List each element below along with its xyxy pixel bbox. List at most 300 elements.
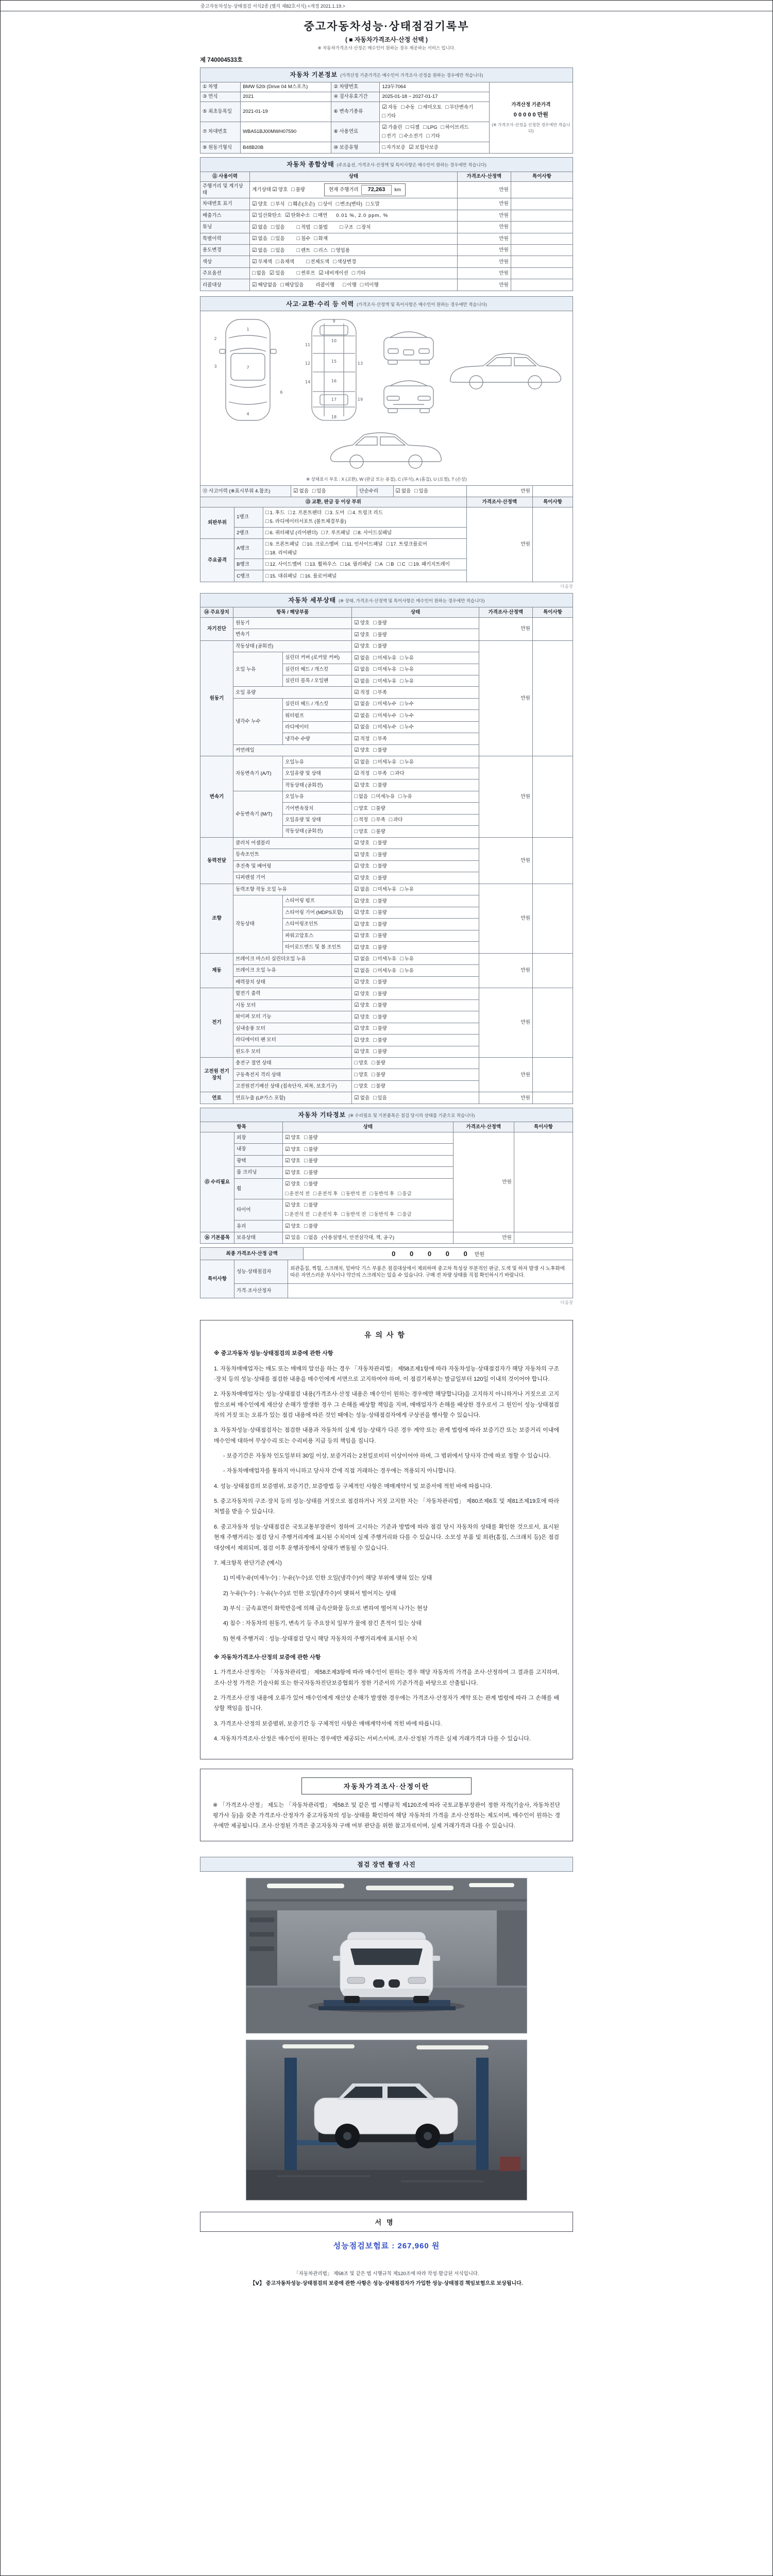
checkbox-checked[interactable]: ☑ 없음	[354, 967, 370, 974]
price-cell: 만원	[457, 279, 511, 291]
checkbox-unchecked[interactable]: □ 불량	[373, 897, 387, 904]
checkbox-checked[interactable]: ☑ 해당없음	[252, 281, 277, 288]
checkbox-unchecked[interactable]: □ 무단변속기	[445, 104, 474, 111]
notice-paragraph: 2. 자동차매매업자는 성능·상태점검 내용(가격조사·산정 내용은 매수인이 원하는 경우에만 해당합니다)을 고지하지 아니하거나 거짓으로 고지함으로써 매수인에게 재산상 손해가 발생한 경우 그 손해를 배상할 책임을 지며, 매매업자가 손해를 배상한 경우로서 그 원인이 성능·상태점검자의 거짓 또는 오류가 있는 점검 내용에 따른 것인 때에는 성능·상태점검자에게 구상권을 행사할 수 있습니다.	[214, 1391, 559, 1419]
rank-label: A랭크	[234, 538, 263, 558]
premium-value: 267,960 원	[397, 2241, 440, 2250]
checkbox-unchecked[interactable]: □ 장치	[357, 224, 371, 230]
checkbox-checked[interactable]: ☑ 양호	[354, 1013, 370, 1020]
checkbox-checked[interactable]: ☑ 탄화수소	[285, 212, 310, 219]
checkbox-unchecked[interactable]: □ 불량	[373, 851, 387, 858]
checkbox-checked[interactable]: ☑ 없음	[354, 724, 370, 731]
checkbox-checked[interactable]: ☑ 양호	[285, 1223, 300, 1229]
checkbox-unchecked[interactable]: □ 없음	[354, 793, 368, 800]
document-number: 제 740004533호	[200, 57, 243, 63]
checkbox-checked[interactable]: ☑ 없음	[354, 1094, 370, 1101]
tire-position-checkboxes	[285, 1210, 415, 1218]
checkbox-unchecked[interactable]: □ 없음	[252, 270, 266, 277]
checkbox-checked[interactable]: ☑ 없음	[354, 956, 370, 962]
checkbox-unchecked[interactable]: □ 불량	[373, 909, 387, 916]
checkbox-checked[interactable]: ☑ 양호	[354, 747, 370, 754]
checkbox-unchecked[interactable]: □ 양호	[354, 805, 368, 811]
checkbox-checked[interactable]: ☑ 양호	[354, 933, 370, 939]
checkbox-checked[interactable]: ☑ 양호	[354, 863, 370, 870]
state-cell	[352, 849, 479, 860]
checkbox-unchecked[interactable]: □ 누유	[400, 886, 414, 893]
checkbox-checked[interactable]: ☑ 없음	[252, 247, 267, 253]
checkbox-unchecked[interactable]: □ 과다	[390, 770, 405, 777]
checkbox-unchecked[interactable]: □ 운전석 전	[285, 1190, 310, 1197]
checkbox-unchecked[interactable]: □ 있음	[312, 488, 326, 495]
checkbox-unchecked[interactable]: □ 동반석 후	[369, 1190, 395, 1197]
table-row	[200, 1132, 573, 1143]
checkbox-unchecked[interactable]: □ 미세누유	[373, 886, 397, 893]
checkbox-checked[interactable]: ☑ 없음	[395, 488, 411, 495]
checkbox-checked[interactable]: ☑ 양호	[354, 851, 370, 858]
checkbox-unchecked[interactable]: □ 18. 리어패널	[265, 549, 297, 556]
checkbox-unchecked[interactable]: □ B	[386, 561, 394, 568]
checkbox-unchecked[interactable]: □ 수소전기	[399, 132, 423, 139]
checkbox-unchecked[interactable]: □ C	[397, 561, 406, 568]
checkbox-checked[interactable]: ☑ 양호	[354, 909, 370, 916]
checkbox-unchecked[interactable]: □ 7. 루프패널	[321, 530, 350, 536]
checkbox-unchecked[interactable]: □ 불량	[373, 782, 387, 788]
checkbox-unchecked[interactable]: □ 부족	[373, 735, 387, 742]
checkbox-unchecked[interactable]: □ 운전석 후	[313, 1190, 338, 1197]
checkbox-unchecked[interactable]: □ 불량	[373, 1002, 387, 1009]
checkbox-unchecked[interactable]: □ 기타	[426, 132, 440, 139]
checkbox-unchecked[interactable]: □ 미세누유	[372, 793, 395, 800]
continue-marker: 다음장	[560, 583, 573, 589]
emission-values: 0.01 %, 2.0 ppm, %	[336, 213, 389, 219]
checkbox-unchecked[interactable]: □ 11. 인사이드패널	[342, 541, 383, 548]
checkbox-unchecked[interactable]: □ 썬루프	[296, 270, 315, 277]
notice-paragraph: 4. 성능·상태점검의 보증범위, 보증기간, 보증방법 등 구체적인 사항은 매매계약서 및 보증서에 적힌 바에 따릅니다.	[214, 1483, 492, 1489]
checkbox-checked[interactable]: ☑ 적정	[354, 735, 370, 742]
fuel-checkboxes	[380, 122, 489, 142]
checkbox-unchecked[interactable]: □ 응급	[398, 1211, 412, 1218]
checkbox-checked[interactable]: ☑ 양호	[285, 1181, 300, 1188]
svg-text:6: 6	[280, 389, 283, 395]
checkbox-checked[interactable]: ☑ 없음	[252, 235, 267, 242]
rank2-panel-checkboxes	[263, 527, 467, 538]
checkbox-unchecked[interactable]: □ 누수	[400, 724, 414, 731]
checkbox-checked[interactable]: ☑ 양호	[354, 840, 370, 846]
checkbox-unchecked[interactable]: □ 있음	[373, 1094, 387, 1101]
checkbox-unchecked[interactable]: □ 누수	[400, 712, 414, 719]
usage-type-checkboxes	[297, 246, 354, 255]
checkbox-checked[interactable]: ☑ 가솔린	[382, 124, 402, 131]
checkbox-unchecked[interactable]: □ 6. 쿼터패널 (리어펜더)	[265, 530, 318, 536]
state-cell	[352, 988, 479, 999]
checkbox-unchecked[interactable]: □ 디젤	[406, 124, 420, 131]
checkbox-unchecked[interactable]: □ 미세누유	[373, 666, 397, 673]
checkbox-unchecked[interactable]: □ 동반석 전	[341, 1190, 366, 1197]
checkbox-unchecked[interactable]: □ 양호	[354, 828, 368, 835]
checkbox-unchecked[interactable]: □ 불량	[304, 1181, 318, 1188]
column-header: 가격조사·산정액	[466, 497, 532, 507]
subitem-label: 오일누유	[283, 756, 352, 768]
checkbox-unchecked[interactable]: □ 침수	[296, 235, 311, 242]
price-cell: 만원	[457, 256, 511, 267]
checkbox-unchecked[interactable]: □ 5. 라디에이터서포트 (볼트체결부품)	[265, 518, 346, 524]
model-year-value: 2021	[241, 92, 331, 101]
checkbox-unchecked[interactable]: □ 불량	[373, 990, 387, 997]
checkbox-checked[interactable]: ☑ 양호	[354, 874, 370, 881]
checkbox-unchecked[interactable]: □ 누수	[400, 701, 414, 707]
checkbox-unchecked[interactable]: □ 부족	[372, 817, 385, 823]
checkbox-unchecked[interactable]: □ 있음	[414, 488, 428, 495]
etc-info-table	[200, 1108, 573, 1244]
checkbox-unchecked[interactable]: □ LPG	[423, 124, 438, 131]
signature-box[interactable]: 서명	[200, 2212, 573, 2232]
checkbox-unchecked[interactable]: □ 도말	[366, 200, 380, 207]
checkbox-unchecked[interactable]: □ 수동	[401, 104, 415, 111]
checkbox-checked[interactable]: ☑ 무채색	[252, 258, 273, 265]
table-row	[200, 497, 573, 507]
checkbox-unchecked[interactable]: □ 누유	[400, 677, 414, 684]
checkbox-checked[interactable]: ☑ 있음	[269, 270, 285, 277]
checkbox-unchecked[interactable]: □ 불량	[372, 828, 385, 835]
checkbox-unchecked[interactable]: □ 불량	[373, 1048, 387, 1055]
table-row	[200, 607, 573, 617]
item-label: 원동기	[233, 617, 352, 629]
checkbox-checked[interactable]: ☑ 양호	[272, 186, 288, 193]
checkbox-unchecked[interactable]: □ 기타	[351, 270, 366, 277]
checkbox-checked[interactable]: ☑ 적정	[354, 689, 370, 696]
checkbox-unchecked[interactable]: □ 상이	[318, 200, 332, 207]
price-cell: 만원	[457, 198, 511, 210]
checkbox-unchecked[interactable]: □ 양호	[354, 1071, 368, 1078]
checkbox-unchecked[interactable]: □ 14. 필러패널	[340, 561, 372, 568]
checkbox-unchecked[interactable]: □ 19. 패키지트레이	[409, 561, 450, 568]
state-cell	[352, 942, 479, 953]
column-header: 항목 / 해당부품	[233, 607, 352, 617]
checkbox-checked[interactable]: ☑ 양호	[285, 1201, 300, 1208]
checkbox-unchecked[interactable]: □ 3. 도어	[325, 510, 345, 516]
inspection-validity-value: 2025-01-18 ~ 2027-01-17	[380, 92, 489, 101]
checkbox-checked[interactable]: ☑ 양호	[354, 944, 370, 951]
table-row	[200, 181, 573, 198]
notice-paragraph: 6. 중고자동차 성능·상태점검은 국토교통부장관이 정하여 고시하는 기준과 방법에 따라 점검 당시 자동차의 상태를 확인한 것으로서, 표시된 현재 주행거리는 점검 당시 주행거리계에 표시된 수치이며 실제 주행거리와 다를 수 있습니다. 소모성 부품 및 외관(흠집, 스크래치 등)은 점검 대상에서 제외되며, 점검 이후 운행과정에서 상태가 변동될 수 있습니다.	[214, 1523, 559, 1551]
first-registration-value: 2021-01-19	[241, 101, 331, 122]
state-cell	[283, 1144, 453, 1155]
row-label: ① 차명	[200, 82, 241, 92]
checkbox-checked[interactable]: ☑ 없음	[354, 886, 370, 893]
checkbox-checked[interactable]: ☑ 없음	[354, 677, 370, 684]
column-header: 특이사항	[514, 1122, 573, 1132]
checkbox-unchecked[interactable]: □ 매연	[313, 212, 328, 219]
checkbox-unchecked[interactable]: □ 불량	[373, 631, 387, 638]
checkbox-unchecked[interactable]: □ 15. 대쉬패널	[265, 572, 297, 579]
checkbox-unchecked[interactable]: □ 불법	[314, 224, 328, 230]
checkbox-unchecked[interactable]: □ 렌트	[296, 247, 311, 253]
checkbox-unchecked[interactable]: □ 운전석 후	[313, 1211, 338, 1218]
checkbox-unchecked[interactable]: □ 불량	[373, 921, 387, 927]
checkbox-unchecked[interactable]: □ 불량	[373, 933, 387, 939]
checkbox-unchecked[interactable]: □ 부식	[271, 200, 285, 207]
checkbox-unchecked[interactable]: □ 전기	[382, 132, 396, 139]
car-side-view-left-diagram	[443, 345, 567, 395]
checkbox-unchecked[interactable]: □ 응급	[398, 1190, 412, 1197]
checkbox-unchecked[interactable]: □ 양호	[354, 1083, 368, 1090]
checkbox-checked[interactable]: ☑ 양호	[354, 782, 370, 788]
note-cell	[514, 1232, 573, 1243]
checkbox-checked[interactable]: ☑ 양호	[354, 1037, 370, 1043]
table-row	[200, 485, 573, 497]
checkbox-unchecked[interactable]: □ 적정	[354, 817, 368, 823]
state-cell	[352, 907, 479, 918]
state-cell	[352, 1069, 479, 1080]
checkbox-checked[interactable]: ☑ 없음	[252, 224, 267, 230]
checkbox-unchecked[interactable]: □ A	[375, 561, 383, 568]
price-cell: 만원	[466, 485, 532, 497]
svg-text:1: 1	[246, 327, 249, 332]
checkbox-unchecked[interactable]: □ 불량	[373, 1025, 387, 1032]
checkbox-unchecked[interactable]: □ 미이행	[360, 281, 379, 288]
checkbox-unchecked[interactable]: □ 불량	[373, 643, 387, 650]
note-cell	[511, 245, 573, 256]
table-row	[200, 617, 573, 629]
final-price-table	[200, 1247, 573, 1260]
checkbox-unchecked[interactable]: □ 화재	[314, 235, 328, 242]
checkbox-unchecked[interactable]: □ 미세누유	[373, 654, 397, 661]
option-items-checkboxes	[297, 269, 369, 277]
checkbox-unchecked[interactable]: □ 불량	[373, 1037, 387, 1043]
note-cell	[511, 233, 573, 244]
checkbox-checked[interactable]: ☑ 없음	[354, 712, 370, 719]
checkbox-checked[interactable]: ☑ 양호	[354, 897, 370, 904]
checkbox-unchecked[interactable]: □ 불량	[373, 944, 387, 951]
checkbox-unchecked[interactable]: □ 해당있음	[280, 281, 304, 288]
base-price-label: 가격산정 기준가격	[511, 102, 551, 108]
checkbox-unchecked[interactable]: □ 기타	[382, 112, 396, 119]
checkbox-unchecked[interactable]: □ 불량	[372, 1071, 385, 1078]
checkbox-unchecked[interactable]: □ 13. 휠하우스	[305, 561, 337, 568]
inspector-remarks-text: 외관흠집, 찍힘, 스크래치, 밑바닥 기스 부품은 점검대상에서 제외하며 중고차 특성상 부분적인 판금, 도색 및 하자 발생 시 노후화에 따른 자연스러운 부식이나 약간의 스크래치는 있을 수 있습니다. 구매 전 차량 상태를 직접 확인하시기 바랍니다.	[288, 1260, 573, 1284]
final-price-label: 최종 가격조사·산정 금액	[200, 1248, 304, 1260]
rank1-panel-checkboxes	[263, 507, 467, 527]
checkbox-unchecked[interactable]: □ 누유	[398, 793, 412, 800]
checkbox-unchecked[interactable]: □ 불량	[373, 1013, 387, 1020]
checkbox-unchecked[interactable]: □ 불량	[373, 863, 387, 870]
state-cell	[352, 1057, 479, 1069]
checkbox-unchecked[interactable]: □ 미세누유	[373, 677, 397, 684]
checkbox-checked[interactable]: ☑ 양호	[354, 921, 370, 927]
summary-table	[200, 157, 573, 291]
state-cell	[352, 837, 479, 849]
checkbox-checked[interactable]: ☑ 양호	[285, 1146, 300, 1153]
checkbox-unchecked[interactable]: □ 미세누수	[373, 701, 397, 707]
checkbox-unchecked[interactable]: □ 불량	[373, 979, 387, 986]
table-row	[200, 837, 573, 849]
checkbox-unchecked[interactable]: □ 부족	[373, 770, 387, 777]
checkbox-unchecked[interactable]: □ 불량	[304, 1146, 318, 1153]
checkbox-unchecked[interactable]: □ 하이브리드	[441, 124, 469, 131]
state-cell	[352, 1035, 479, 1046]
checkbox-unchecked[interactable]: □ 미세누유	[373, 758, 397, 765]
state-cell	[352, 826, 479, 837]
checkbox-checked[interactable]: ☑ 양호	[354, 620, 370, 626]
checkbox-checked[interactable]: ☑ 없음	[354, 758, 370, 765]
checkbox-checked[interactable]: ☑ 없음	[293, 488, 309, 495]
svg-text:7: 7	[246, 365, 249, 370]
section-note: (※ 상태, 가격조사·산정액 및 특이사항은 매수인이 원하는 경우에만 적습니다)	[339, 598, 485, 603]
checkbox-unchecked[interactable]: □ 세미오토	[418, 104, 442, 111]
checkbox-unchecked[interactable]: □ 양호	[354, 1060, 368, 1066]
checkbox-unchecked[interactable]: □ 유채색	[276, 258, 294, 265]
checkbox-unchecked[interactable]: □ 불량	[291, 186, 305, 193]
checkbox-checked[interactable]: ☑ 일산화탄소	[252, 212, 282, 219]
checkbox-unchecked[interactable]: □ 누유	[400, 758, 414, 765]
price-cell: 만원	[479, 1057, 532, 1092]
checkbox-checked[interactable]: ☑ 자동	[382, 104, 398, 111]
item-label: 변속기	[233, 629, 352, 640]
checkbox-unchecked[interactable]: □ 미세누수	[373, 724, 397, 731]
subitem-label: 실린더 헤드 / 개스킷	[283, 698, 352, 709]
group-label: 동력전달	[200, 837, 233, 884]
basic-items-note: (사용설명서, 안전삼각대, 잭, 공구)	[321, 1235, 395, 1241]
checkbox-checked[interactable]: ☑ 없음	[354, 666, 370, 673]
item-label: 실내송풍 모터	[233, 1023, 352, 1034]
tire-state-checkboxes	[285, 1202, 321, 1208]
checkbox-checked[interactable]: ☑ 양호	[285, 1169, 300, 1176]
checkbox-unchecked[interactable]: □ 17. 트렁크플로어	[386, 541, 427, 548]
checkbox-checked[interactable]: ☑ 있음	[285, 1234, 300, 1241]
state-cell	[250, 198, 458, 210]
item-label: 수동변속기 (M/T)	[233, 791, 283, 837]
current-mileage-box	[324, 183, 406, 196]
group-label: ⑯ 기본품목	[200, 1232, 234, 1243]
checkbox-unchecked[interactable]: □ 불량	[373, 840, 387, 846]
item-label: 브레이크 오일 누유	[233, 965, 352, 976]
subitem-label: 스티어링 펌프	[283, 895, 352, 907]
checkbox-unchecked[interactable]: □ 영업용	[331, 247, 350, 253]
checkbox-unchecked[interactable]: □ 변조(변타)	[335, 200, 363, 207]
state-cell	[352, 872, 479, 884]
checkbox-unchecked[interactable]: □ 불량	[304, 1201, 318, 1208]
price-cell: 만원	[453, 1232, 514, 1243]
checkbox-unchecked[interactable]: □ 누유	[400, 666, 414, 673]
checkbox-unchecked[interactable]: □ 불량	[372, 1060, 385, 1066]
section-title-text: 자동차 세부상태	[288, 596, 337, 604]
svg-text:9: 9	[332, 318, 335, 324]
checkbox-checked[interactable]: ☑ 양호	[354, 1025, 370, 1032]
checkbox-unchecked[interactable]: □ 불량	[373, 874, 387, 881]
checkbox-unchecked[interactable]: □ 있음	[271, 224, 285, 230]
row-label: 특별이력	[200, 233, 250, 244]
checkbox-unchecked[interactable]: □ 부족	[373, 689, 387, 696]
checkbox-checked[interactable]: ☑ 양호	[354, 979, 370, 986]
state-cell	[352, 652, 479, 664]
checkbox-checked[interactable]: ☑ 보험사보증	[409, 144, 439, 151]
table-row	[200, 593, 573, 607]
checkbox-unchecked[interactable]: □ 미세누유	[373, 967, 397, 974]
state-cell	[352, 965, 479, 976]
item-label: 추진축 및 베어링	[233, 860, 352, 872]
checkbox-unchecked[interactable]: □ 자가보증	[382, 144, 406, 151]
checkbox-checked[interactable]: ☑ 적정	[354, 770, 370, 777]
checkbox-unchecked[interactable]: □ 운전석 전	[285, 1211, 310, 1218]
checkbox-checked[interactable]: ☑ 양호	[252, 200, 267, 207]
checkbox-checked[interactable]: ☑ 없음	[354, 701, 370, 707]
checkbox-unchecked[interactable]: □ 10. 크로스멤버	[302, 541, 339, 548]
checkbox-unchecked[interactable]: □ 불량	[372, 1083, 385, 1090]
checkbox-unchecked[interactable]: □ 색상변경	[333, 258, 357, 265]
checkbox-unchecked[interactable]: □ 있음	[271, 247, 285, 253]
group-label: 자기진단	[200, 617, 233, 640]
checkbox-unchecked[interactable]: □ 불량	[372, 805, 385, 811]
checkbox-unchecked[interactable]: □ 누유	[400, 956, 414, 962]
svg-text:18: 18	[331, 414, 337, 419]
checkbox-unchecked[interactable]: □ 16. 플로어패널	[300, 572, 337, 579]
checkbox-unchecked[interactable]: □ 2. 프론트펜더	[288, 510, 322, 516]
section-title-detail	[200, 593, 573, 607]
checkbox-unchecked[interactable]: □ 불량	[304, 1223, 318, 1229]
checkbox-unchecked[interactable]: □ 리스	[314, 247, 328, 253]
checkbox-unchecked[interactable]: □ 동반석 전	[341, 1211, 366, 1218]
table-row	[200, 245, 573, 256]
checkbox-unchecked[interactable]: □ 8. 사이드실패널	[354, 530, 392, 536]
checkbox-unchecked[interactable]: □ 구조	[340, 224, 354, 230]
section-note: (※ 수리필요 및 기본품목은 점검 당시의 상태를 기준으로 적습니다)	[348, 1112, 475, 1118]
checkbox-unchecked[interactable]: □ 있음	[271, 235, 285, 242]
checkbox-checked[interactable]: ☑ 양호	[354, 631, 370, 638]
state-cell	[352, 803, 479, 814]
checkbox-unchecked[interactable]: □ 불량	[304, 1158, 318, 1164]
state-cell	[250, 279, 458, 291]
checkbox-unchecked[interactable]: □ 누유	[400, 967, 414, 974]
checkbox-checked[interactable]: ☑ 네비게이션	[318, 270, 348, 277]
checkbox-unchecked[interactable]: □ 없음	[304, 1234, 318, 1241]
mileage-unit: km	[394, 187, 401, 193]
checkbox-unchecked[interactable]: □ 불량	[304, 1134, 318, 1141]
checkbox-unchecked[interactable]: □ 1. 후드	[265, 510, 285, 516]
current-mileage-input[interactable]: 72,263	[361, 185, 392, 195]
checkbox-unchecked[interactable]: □ 미세누유	[373, 956, 397, 962]
checkbox-checked[interactable]: ☑ 양호	[285, 1134, 300, 1141]
checkbox-unchecked[interactable]: □ 적법	[296, 224, 311, 230]
usage-change-checkboxes	[252, 246, 288, 255]
checkbox-unchecked[interactable]: □ 9. 프론트패널	[265, 541, 299, 548]
checkbox-unchecked[interactable]: □ 12. 사이드멤버	[265, 561, 302, 568]
checkbox-unchecked[interactable]: □ 4. 트렁크 리드	[348, 510, 383, 516]
checkbox-unchecked[interactable]: □ 불량	[373, 620, 387, 626]
checkbox-unchecked[interactable]: □ 누유	[400, 654, 414, 661]
checkbox-checked[interactable]: ☑ 양호	[354, 1002, 370, 1009]
checkbox-checked[interactable]: ☑ 양호	[354, 990, 370, 997]
checkbox-unchecked[interactable]: □ 미세누수	[373, 712, 397, 719]
row-label: 차대번호 표기	[200, 198, 250, 210]
table-row	[200, 158, 573, 172]
checkbox-unchecked[interactable]: □ 불량	[373, 747, 387, 754]
item-label: 라디에이터 팬 모터	[233, 1035, 352, 1046]
checkbox-unchecked[interactable]: □ 동반석 후	[369, 1211, 395, 1218]
price-cell: 만원	[479, 884, 532, 953]
checkbox-checked[interactable]: ☑ 양호	[354, 643, 370, 650]
checkbox-unchecked[interactable]: □ 전체도색	[306, 258, 330, 265]
checkbox-unchecked[interactable]: □ 훼손(오손)	[288, 200, 315, 207]
checkbox-checked[interactable]: ☑ 양호	[285, 1158, 300, 1164]
checkbox-checked[interactable]: ☑ 없음	[354, 654, 370, 661]
notice-paragraph: 7. 체크항목 판단기준 (예시)	[214, 1560, 282, 1566]
checkbox-checked[interactable]: ☑ 양호	[354, 1048, 370, 1055]
checkbox-unchecked[interactable]: □ 불량	[304, 1169, 318, 1176]
checkbox-unchecked[interactable]: □ 이행	[343, 281, 357, 288]
amount-digits: 0 0 0 0 0	[392, 1249, 474, 1258]
checkbox-unchecked[interactable]: □ 과다	[389, 817, 403, 823]
group-label: 고전원 전기장치	[200, 1057, 233, 1092]
